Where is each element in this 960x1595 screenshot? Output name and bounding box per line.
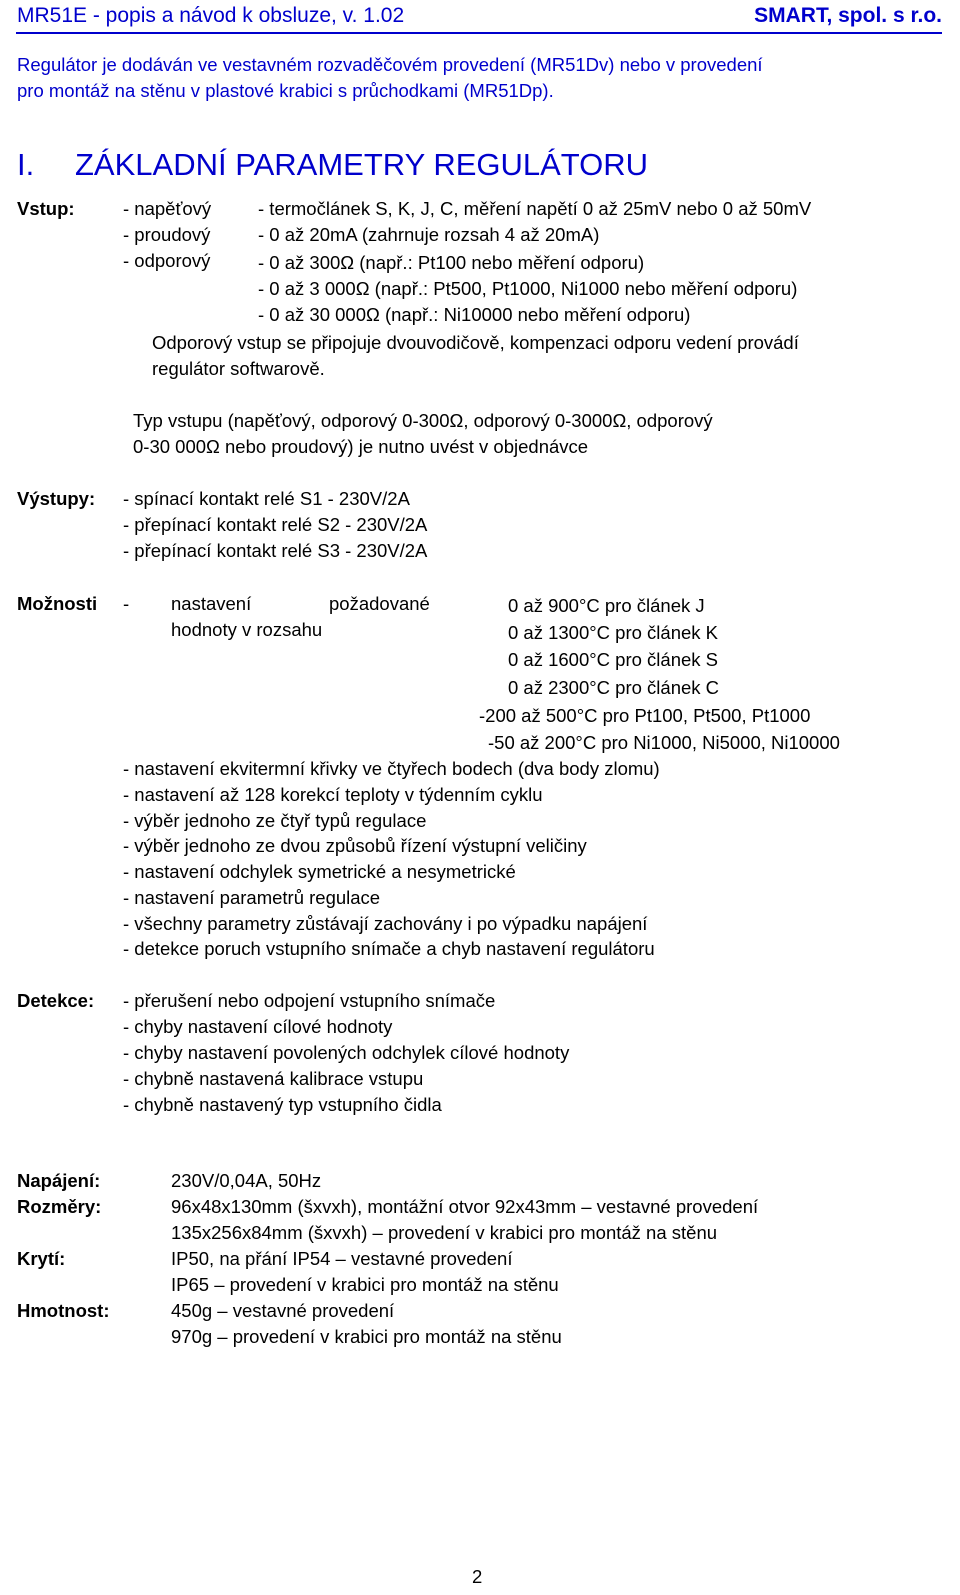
- moznosti-item: - výběr jednoho ze čtyř typů regulace: [123, 810, 427, 831]
- vstup-range: - 0 až 3 000Ω (např.: Pt500, Pt1000, Ni1000 nebo měření odporu): [258, 278, 798, 299]
- vstup-type: - napěťový: [123, 198, 212, 219]
- vystupy-label: Výstupy:: [17, 488, 96, 509]
- vstup-range: - termočlánek S, K, J, C, měření napětí 0 až 25mV nebo 0 až 50mV: [258, 198, 812, 219]
- moznosti-item: - detekce poruch vstupního snímače a chyb nastavení regulátoru: [123, 938, 655, 959]
- vstup-type: - proudový: [123, 224, 211, 245]
- moznosti-item: - nastavení ekvitermní křivky ve čtyřech bodech (dva body zlomu): [123, 758, 660, 779]
- vystupy-item: - přepínací kontakt relé S2 - 230V/2A: [123, 514, 428, 535]
- napajeni-label: Napájení:: [17, 1170, 101, 1191]
- temp-range: 0 až 1300°C pro článek K: [508, 622, 718, 643]
- detekce-item: - chyby nastavení cílové hodnoty: [123, 1016, 393, 1037]
- header-rule: [16, 32, 942, 34]
- moznosti-item: - nastavení odchylek symetrické a nesymetrické: [123, 861, 516, 882]
- intro-line-2: pro montáž na stěnu v plastové krabici s průchodkami (MR51Dp).: [17, 80, 554, 101]
- vstup-order-note: 0-30 000Ω nebo proudový) je nutno uvést v objednávce: [133, 436, 589, 457]
- intro-line-1: Regulátor je dodáván ve vestavném rozvaděčovém provedení (MR51Dv) nebo v provedení: [17, 54, 763, 75]
- hmotnost-value: 450g – vestavné provedení: [171, 1300, 395, 1321]
- header-title: MR51E - popis a návod k obsluze, v. 1.02: [17, 4, 405, 27]
- temp-range: 0 až 2300°C pro článek C: [508, 677, 720, 698]
- vstup-range: - 0 až 20mA (zahrnuje rozsah 4 až 20mA): [258, 224, 600, 245]
- section-number: I.: [17, 147, 35, 182]
- detekce-label: Detekce:: [17, 990, 95, 1011]
- vstup-note: Odporový vstup se připojuje dvouvodičově, kompenzaci odporu vedení provádí: [152, 332, 799, 353]
- section-title: ZÁKLADNÍ PARAMETRY REGULÁTORU: [75, 147, 649, 182]
- kryti-value: IP50, na přání IP54 – vestavné provedení: [171, 1248, 513, 1269]
- moznosti-item: - nastavení až 128 korekcí teploty v týdenním cyklu: [123, 784, 543, 805]
- hmotnost-label: Hmotnost:: [17, 1300, 110, 1321]
- moznosti-first-c: hodnoty v rozsahu: [171, 619, 323, 640]
- header-company: SMART, spol. s r.o.: [754, 4, 942, 27]
- vstup-range: - 0 až 300Ω (např.: Pt100 nebo měření odporu): [258, 252, 645, 273]
- temp-range: 0 až 900°C pro článek J: [508, 595, 705, 616]
- napajeni-value: 230V/0,04A, 50Hz: [171, 1170, 322, 1191]
- temp-range: -200 až 500°C pro Pt100, Pt500, Pt1000: [479, 705, 811, 726]
- vstup-range: - 0 až 30 000Ω (např.: Ni10000 nebo měření odporu): [258, 304, 691, 325]
- vstup-type: - odporový: [123, 250, 211, 271]
- temp-range: 0 až 1600°C pro článek S: [508, 649, 718, 670]
- rozmery-value: 135x256x84mm (šxvxh) – provedení v krabici pro montáž na stěnu: [171, 1222, 718, 1243]
- moznosti-dash: -: [123, 593, 130, 614]
- page-number: 2: [472, 1566, 483, 1587]
- rozmery-value: 96x48x130mm (šxvxh), montážní otvor 92x43mm – vestavné provedení: [171, 1196, 759, 1217]
- vstup-note: regulátor softwarově.: [152, 358, 325, 379]
- moznosti-label: Možnosti: [17, 593, 98, 614]
- detekce-item: - chybně nastavená kalibrace vstupu: [123, 1068, 424, 1089]
- kryti-label: Krytí:: [17, 1248, 66, 1269]
- detekce-item: - přerušení nebo odpojení vstupního snímače: [123, 990, 496, 1011]
- moznosti-first-b: požadované: [329, 593, 430, 614]
- detekce-item: - chybně nastavený typ vstupního čidla: [123, 1094, 442, 1115]
- moznosti-item: - nastavení parametrů regulace: [123, 887, 381, 908]
- vystupy-item: - přepínací kontakt relé S3 - 230V/2A: [123, 540, 428, 561]
- temp-range: -50 až 200°C pro Ni1000, Ni5000, Ni10000: [488, 732, 840, 753]
- vystupy-item: - spínací kontakt relé S1 - 230V/2A: [123, 488, 410, 509]
- detekce-item: - chyby nastavení povolených odchylek cílové hodnoty: [123, 1042, 570, 1063]
- vstup-label: Vstup:: [17, 198, 75, 219]
- rozmery-label: Rozměry:: [17, 1196, 102, 1217]
- kryti-value: IP65 – provedení v krabici pro montáž na stěnu: [171, 1274, 559, 1295]
- moznosti-first-a: nastavení: [171, 593, 252, 614]
- moznosti-item: - všechny parametry zůstávají zachovány i po výpadku napájení: [123, 913, 648, 934]
- vstup-order-note: Typ vstupu (napěťový, odporový 0-300Ω, odporový 0-3000Ω, odporový: [133, 410, 713, 431]
- moznosti-item: - výběr jednoho ze dvou způsobů řízení výstupní veličiny: [123, 835, 587, 856]
- hmotnost-value: 970g – provedení v krabici pro montáž na stěnu: [171, 1326, 562, 1347]
